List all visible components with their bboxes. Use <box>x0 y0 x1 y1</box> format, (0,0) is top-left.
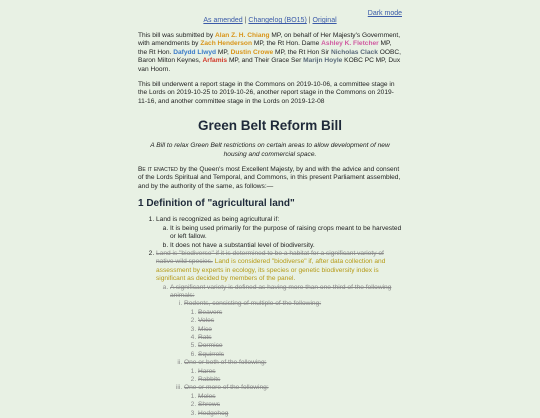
species-group <box>184 300 402 359</box>
animal-item: 3. Hedgehog <box>198 410 402 418</box>
submission-text: MP, the Rt Hon. Dame <box>253 40 320 48</box>
animal-item: 2. Voles <box>198 317 402 325</box>
animal-item: 2. Shrews <box>198 401 402 409</box>
submission-text: MP, <box>217 48 229 56</box>
species-group <box>184 359 402 384</box>
species-list <box>170 300 402 418</box>
animal-item: 3. Mice <box>198 326 402 334</box>
amender-name: Nicholas Clack <box>330 48 378 56</box>
nav-changelog-link[interactable]: Changelog (BO15) <box>248 17 307 24</box>
submission-text: MP, and Their Grace Ser <box>228 57 302 65</box>
amender-name: Dustin Crowe <box>230 48 274 56</box>
amender-name: Ashley K. Fletcher <box>321 40 379 48</box>
animal-item: 1. Moles <box>198 393 402 401</box>
animal-item: 6. Squirrels <box>198 351 402 359</box>
submitter-name: Alan Z. H. Chiang <box>214 32 270 39</box>
bill-description: A Bill to relax Green Belt restrictions on certain areas to allow development of new housing and commercial space. <box>150 142 390 158</box>
enacting-lead: Be it enacted <box>138 166 178 174</box>
inserted-text: Land is considered "biodiverse" if, after data collection and assessment by experts in ecology, its species or genetic biodiversity index is significant as decided by members of the panel. <box>156 258 386 283</box>
section-heading: 1 Definition of "agricultural land" <box>138 198 295 210</box>
amender-name: Zach Henderson <box>200 40 252 48</box>
clause-item <box>156 250 402 418</box>
submission-text: MP, on behalf of Her Majesty's Government, with amendments by <box>138 32 401 48</box>
subclause-item: a. It is being used primarily for the purpose of raising crops meant to be harvested or left fallow. <box>170 225 402 242</box>
submission-text: MP, the Rt Hon Sir <box>274 48 330 56</box>
submission-text: This bill was submitted by <box>138 32 214 39</box>
enacting-formula <box>138 166 402 191</box>
nav-separator: | <box>244 17 247 24</box>
nav-original-link[interactable]: Original <box>312 17 337 24</box>
species-group-label: One or both of the following: <box>184 359 267 367</box>
subclause-list <box>156 225 402 250</box>
amender-name: Marijn Hoyle <box>303 57 343 65</box>
animal-item: 5. Dormice <box>198 342 402 350</box>
deleted-text: A significant variety is defined as having more than one third of the following animals: <box>170 283 392 299</box>
submission-text: KOBC PC MP, Dux van Hoorn. <box>138 57 401 73</box>
nav-separator: | <box>308 17 311 24</box>
species-group <box>184 384 402 418</box>
deleted-text: Land is "biodiverse" if it is determined to be a habitat for a significant variety of native wild species. <box>156 249 384 266</box>
amender-name: Arfamis <box>202 57 228 65</box>
species-group-label: One or more of the following: <box>184 384 269 392</box>
animal-item: 1. Hares <box>198 368 402 376</box>
stage-history: This bill underwent a report stage in the Commons on 2019-10-06, a committee stage in the Lords on 2019-10-25 to 2019-10-26, another report stage in the Commons on 2019-11-16, and another committee stage in the Lords on 2019-12-08 <box>138 81 395 105</box>
submission-text: MP, the Rt Hon. <box>138 40 392 56</box>
submission-info <box>138 32 402 74</box>
nav-as-amended-link[interactable]: As amended <box>203 17 243 24</box>
submission-text: OOBC, Baron Milton Keynes, <box>138 48 401 65</box>
subclause-list <box>156 284 402 418</box>
animal-item: 4. Rats <box>198 334 402 342</box>
animal-item: 2. Rabbits <box>198 376 402 384</box>
version-nav <box>0 17 540 25</box>
animal-list <box>184 368 402 385</box>
section-list <box>138 216 402 418</box>
bill-content <box>138 32 402 418</box>
clause-text: Land is recognized as being agricultural if: <box>156 216 280 224</box>
subclause-item <box>170 284 402 418</box>
clause-item <box>156 216 402 250</box>
enacting-text: by the Queen's most Excellent Majesty, by and with the advice and consent of the Lords Spiritual and Temporal, and Commons, in this present Parliament assembled, and by the authority of the same, as follows:— <box>138 166 401 190</box>
species-group-label: Rodents, consisting of multiple of the following: <box>184 300 322 308</box>
subclause-item: b. It does not have a substantial level of biodiversity. <box>170 242 402 250</box>
animal-list <box>184 393 402 418</box>
animal-list <box>184 309 402 359</box>
amender-name: Dafydd Llwyd <box>173 48 217 56</box>
dark-mode-toggle[interactable]: Dark mode <box>367 10 402 17</box>
animal-item: 1. Beavers <box>198 309 402 317</box>
bill-title: Green Belt Reform Bill <box>197 118 343 134</box>
